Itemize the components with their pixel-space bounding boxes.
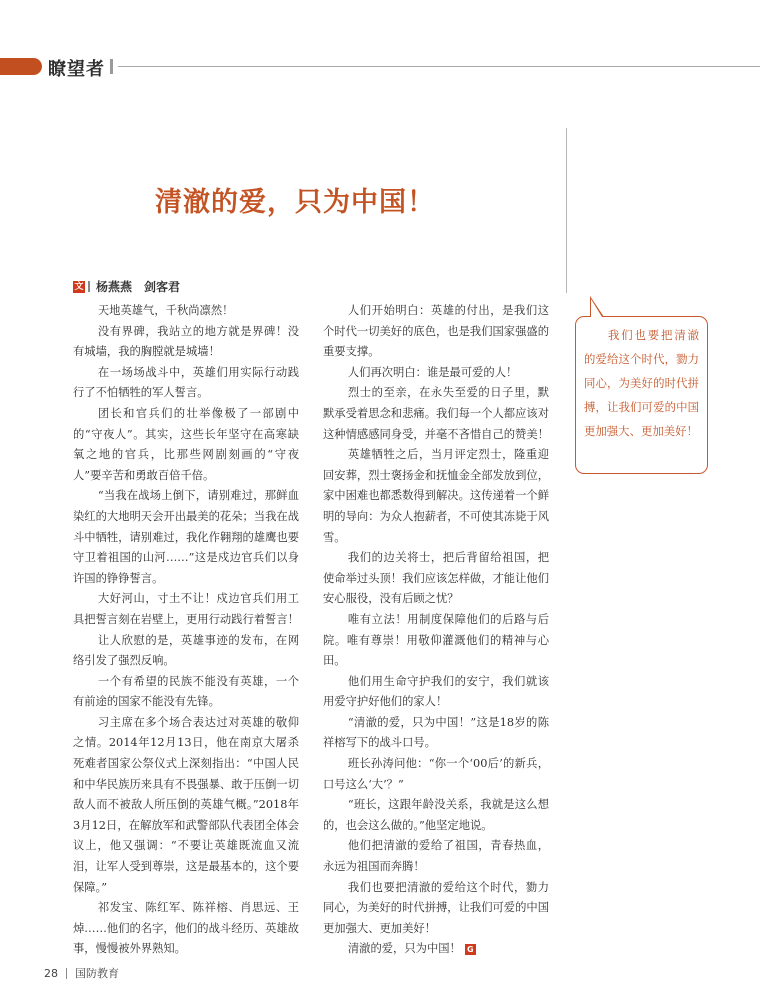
paragraph: 团长和官兵们的壮举像极了一部剧中的“守夜人”。其实，这些长年坚守在高寒缺氧之地的官兵，比那些网剧刻画的“守夜人”要辛苦和勇敢百倍千倍。 [73, 406, 299, 482]
page-footer [44, 965, 119, 981]
byline [73, 278, 180, 295]
paragraph: “班长，这跟年龄没关系，我就是这么想的，也会这么做的。”他坚定地说。 [323, 798, 549, 832]
byline-divider [88, 281, 90, 292]
paragraph: 一个有希望的民族不能没有英雄，一个有前途的国家不能没有先锋。 [73, 674, 299, 709]
closing-text: 清澈的爱，只为中国！ [347, 942, 461, 956]
section-tab [0, 58, 42, 75]
paragraph: 没有界碑，我站立的地方就是界碑！没有城墙，我的胸膛就是城墙！ [73, 324, 299, 359]
paragraph: 他们把清澈的爱给了祖国，青春热血，永远为祖国而奔腾！ [323, 839, 549, 874]
paragraph: “清澈的爱，只为中国！”这是18岁的陈祥榕写下的战斗口号。 [323, 715, 549, 750]
byline-badge: 文 [74, 281, 84, 292]
paragraph: 烈士的至亲，在永失至爱的日子里，默默承受着思念和悲痛。我们每一个人都应该对这种情感感同身受，并毫不吝惜自己的赞美！ [323, 386, 549, 441]
paragraph: 人们开始明白：英雄的付出，是我们这个时代一切美好的底色，也是我们国家强盛的重要支撑。 [323, 304, 549, 359]
pull-quote-box [575, 316, 708, 474]
pull-quote-text: 我们也要把清澈的爱给这个时代，勠力同心，为美好的时代拼搏，让我们可爱的中国更加强大、更加美好！ [584, 328, 699, 438]
article-title: 清澈的爱，只为中国！ [155, 187, 435, 218]
paragraph: 他们用生命守护我们的安宁，我们就该用爱守护好他们的家人！ [323, 674, 549, 709]
paragraph: 大好河山，寸土不让！戍边官兵们用工具把誓言刻在岩壁上，更用行动践行着誓言！ [73, 592, 299, 626]
paragraph: 我们也要把清澈的爱给这个时代，勠力同心，为美好的时代拼搏，让我们可爱的中国更加强大、更加美好！ [323, 880, 549, 935]
paragraph: 习主席在多个场合表达过对英雄的敬仰之情。2014年12月13日，他在南京大屠杀死难者国家公祭仪式上深刻指出：“中国人民和中华民族历来具有不畏强暴、敢于压倒一切敌人而不被敌人所压倒的英雄气概。”2018年3月12日，在解放军和武警部队代表团全体会议上，他又强调：“不要让英雄既流血又流泪，让军人受到尊崇，这是最基本的，这个要保障。” [73, 715, 299, 894]
paragraph: 英雄牺牲之后，当月评定烈士，隆重迎回安葬，烈士褒扬金和抚恤金全部发放到位，家中困难也都悉数得到解决。这传递着一个鲜明的导向：为众人抱薪者，不可使其冻毙于风雪。 [323, 448, 549, 544]
left-column [73, 301, 299, 960]
section-label: 瞭望者 [48, 59, 105, 80]
paragraph: “当我在战场上倒下，请别难过，那鲜血染红的大地明天会开出最美的花朵；当我在战斗中牺牲，请别难过，我化作翱翔的雄鹰也要守卫着祖国的山河……”这是戍边官兵们以身许国的铮铮誓言。 [73, 489, 299, 585]
paragraph: 班长孙涛问他：“你一个‘00后’的新兵，口号这么‘大’？” [323, 757, 549, 791]
header-rule [118, 66, 760, 67]
page-number: 28 [44, 966, 58, 980]
paragraph: 在一场场战斗中，英雄们用实际行动践行了不怕牺牲的军人誓言。 [73, 365, 299, 400]
paragraph: 唯有立法！用制度保障他们的后路与后院。唯有尊崇！用敬仰灌溉他们的精神与心田。 [323, 612, 549, 668]
paragraph: 我们的边关将士，把后背留给祖国，把使命举过头顶！我们应该怎样做，才能让他们安心服役，没有后顾之忧？ [323, 551, 549, 606]
paragraph: 让人欣慰的是，英雄事迹的发布，在网络引发了强烈反响。 [73, 633, 299, 668]
paragraph: 人们再次明白：谁是最可爱的人！ [347, 365, 518, 379]
end-mark-badge: G [465, 944, 476, 955]
right-column [323, 301, 549, 960]
pull-quote-tail-fill [591, 299, 602, 317]
section-divider-mark [110, 59, 113, 74]
publication-name: 国防教育 [75, 967, 119, 980]
closing-paragraph [323, 939, 549, 960]
byline-authors: 杨燕燕 剑客君 [96, 280, 181, 294]
footer-divider [66, 968, 67, 979]
paragraph: 祁发宝、陈红军、陈祥榕、肖思远、王焯……他们的名字，他们的战斗经历、英雄故事，慢慢被外界熟知。 [73, 901, 299, 956]
paragraph: 天地英雄气，千秋尚凛然！ [97, 304, 234, 317]
